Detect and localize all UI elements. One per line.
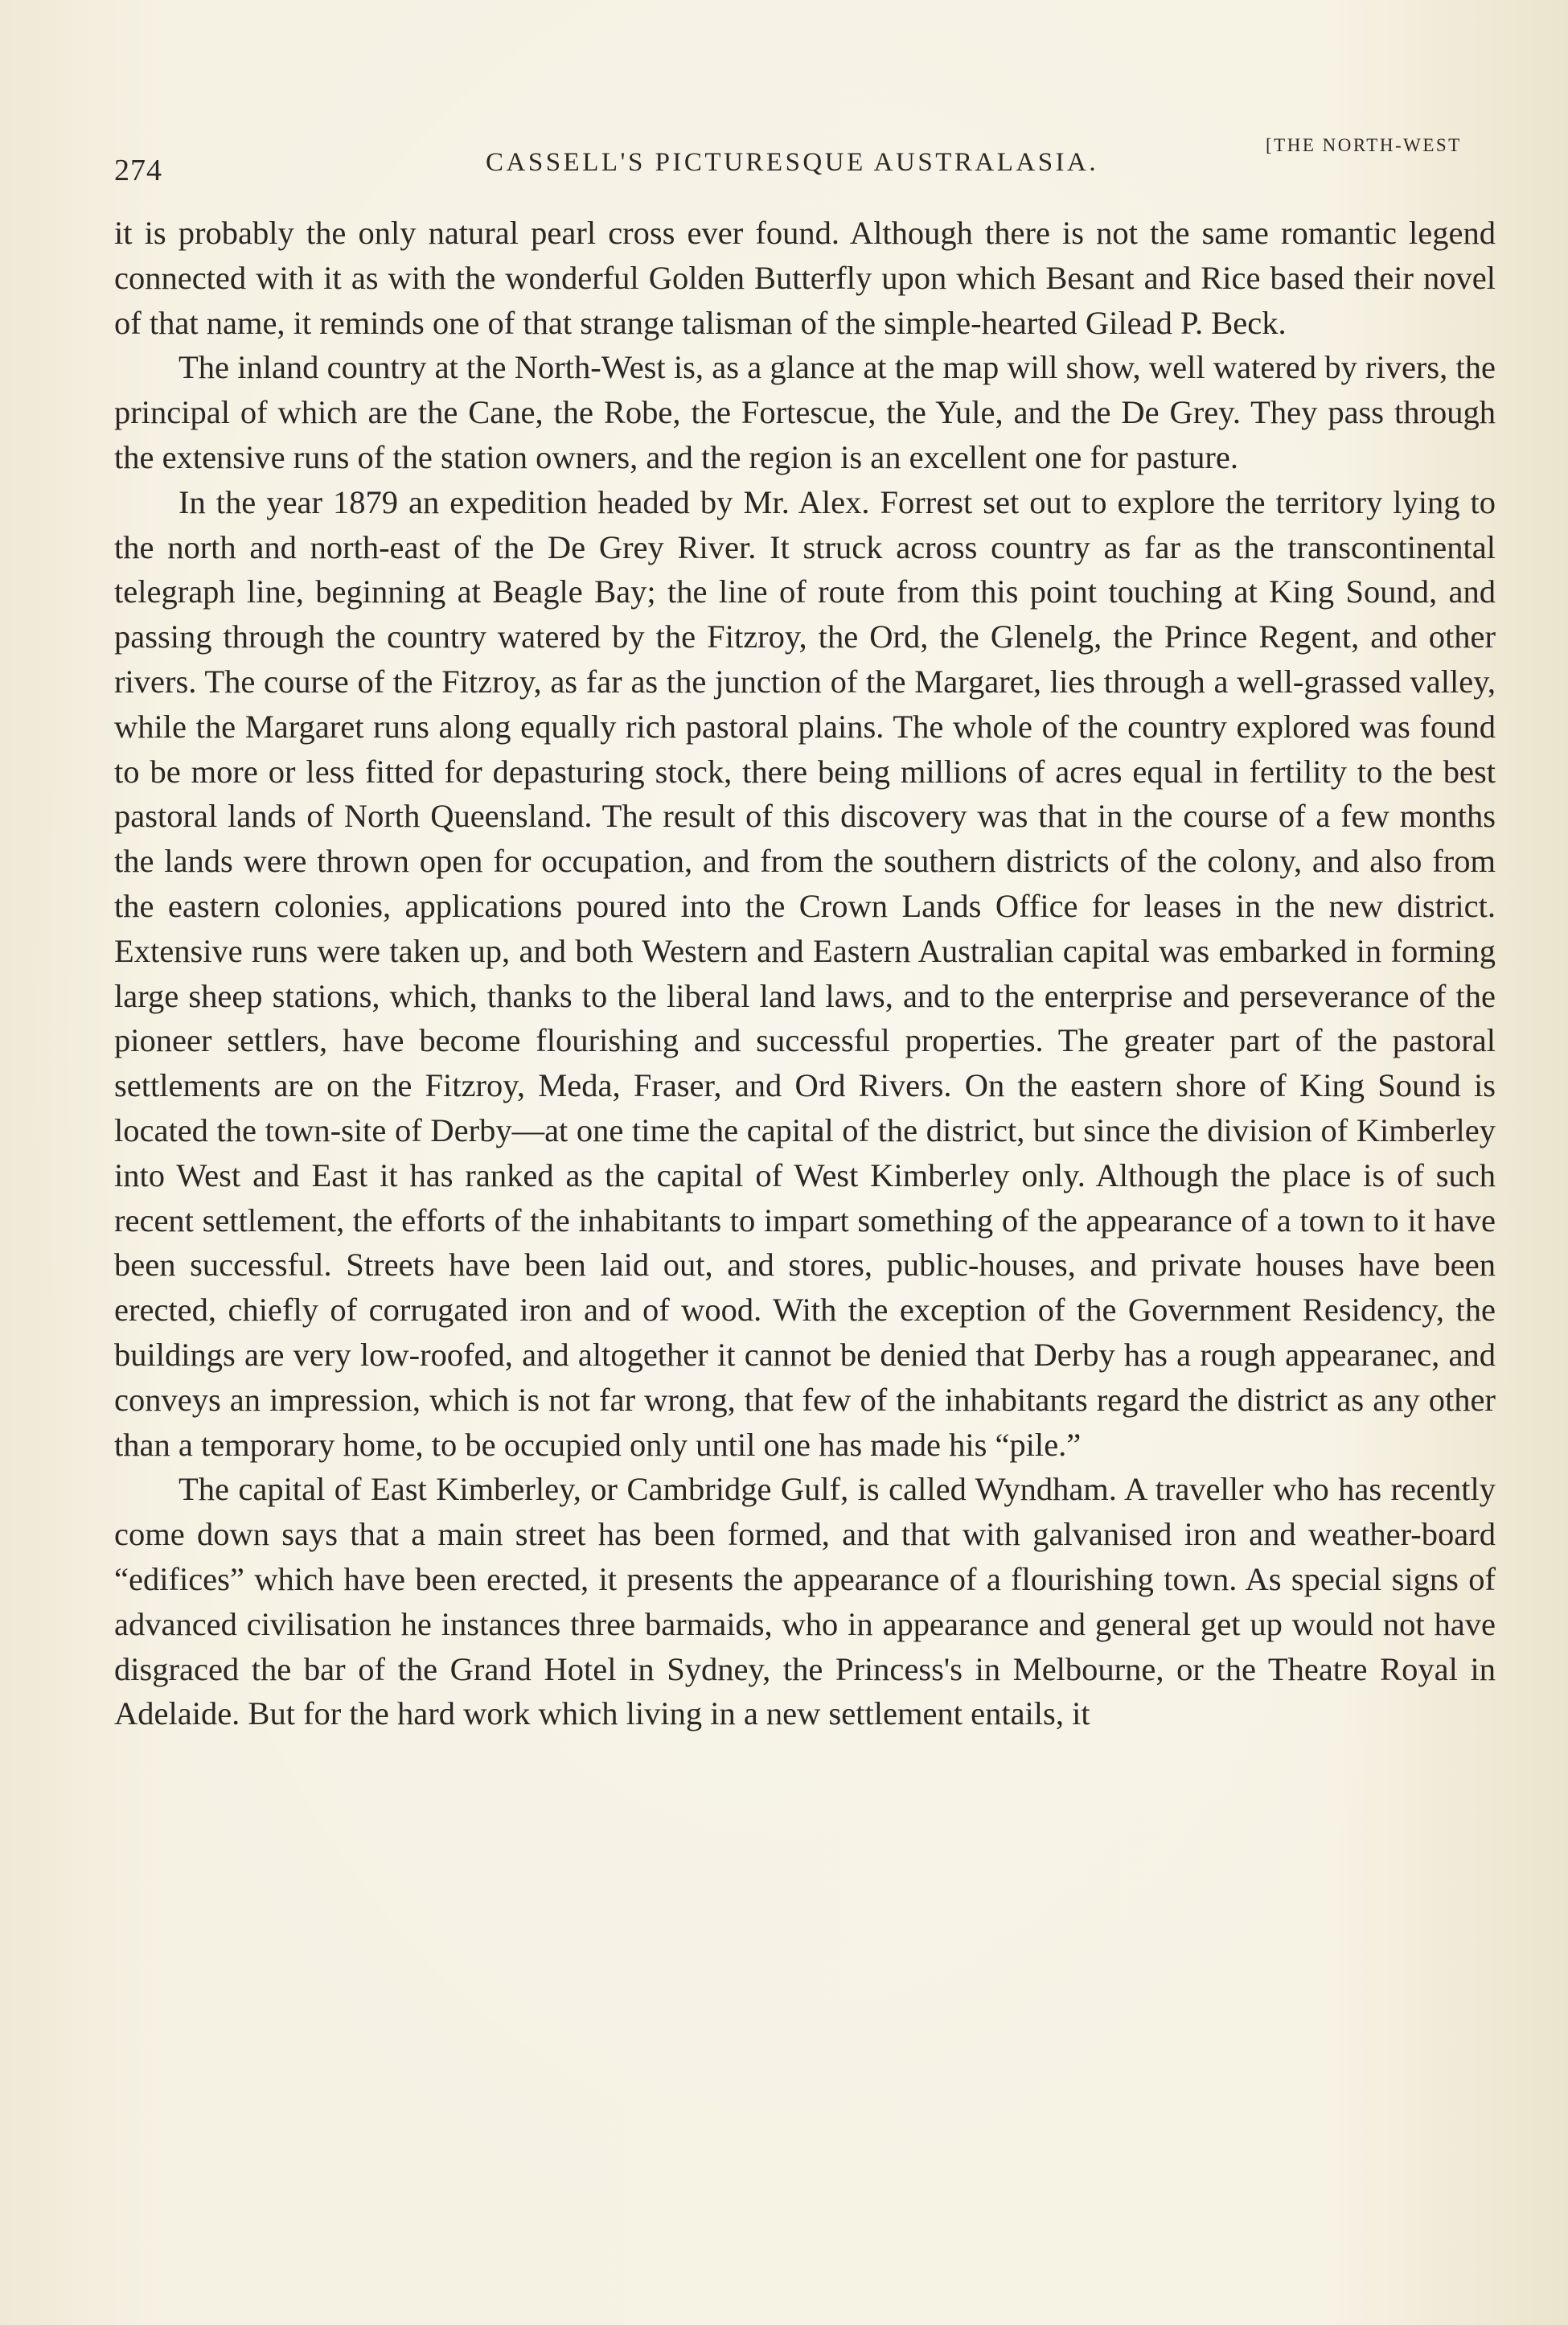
running-title: CASSELL'S PICTURESQUE AUSTRALASIA. [486, 148, 1099, 177]
page-number: 274 [114, 154, 162, 187]
running-head [114, 135, 1462, 187]
paragraph-expedition-1879: In the year 1879 an expedition headed by Mr. Alex. Forrest set out to explore the territory lying to the north and north-east of the De Grey River. It struck across country as far as the transcontinental telegraph line, beginning at Beagle Bay; the line of route from this point touching at King Sound, and passing through the country watered by the Fitzroy, the Ord, the Glenelg, the Prince Regent, and other rivers. The course of the Fitzroy, as far as the junction of the Margaret, lies through a well-grassed valley, while the Margaret runs along equally rich pastoral plains. The whole of the country explored was found to be more or less fitted for depasturing stock, there being millions of acres equal in fertility to the best pastoral lands of North Queensland. The result of this discovery was that in the course of a few months the lands were thrown open for occupation, and from the southern districts of the colony, and also from the eastern colonies, applications poured into the Crown Lands Office for leases in the new district. Extensive runs were taken up, and both Western and Eastern Australian capital was embarked in forming large sheep stations, which, thanks to the liberal land laws, and to the enterprise and perseverance of the pioneer settlers, have become flourishing and successful properties. The greater part of the pastoral settlements are on the Fitzroy, Meda, Fraser, and Ord Rivers. On the eastern shore of King Sound is located the town-site of Derby—at one time the capital of the district, but since the division of Kimberley into West and East it has ranked as the capital of West Kimberley only. Although the place is of such recent settlement, the efforts of the inhabitants to impart something of the appearance of a town to it have been successful. Streets have been laid out, and stores, public-houses, and private houses have been erected, chiefly of corrugated iron and of wood. With the exception of the Government Residency, the buildings are very low-roofed, and altogether it cannot be denied that Derby has a rough appearanec, and conveys an impression, which is not far wrong, that few of the inhabitants regard the district as any other than a temporary home, to be occupied only until one has made his “pile.” [114, 483, 1496, 1463]
paragraph-inland-country: The inland country at the North-West is, as a glance at the map will show, well watered by rivers, the principal of which are the Cane, the Robe, the Fortescue, the Yule, and the De Grey. They pass through the extensive runs of the station owners, and the region is an excellent one for pasture. [114, 349, 1496, 475]
paragraph-wyndham: The capital of East Kimberley, or Cambridge Gulf, is called Wyndham. A traveller who has recently come down says that a main street has been formed, and that with galvanised iron and weather-board “edifices” which have been erected, it presents the appearance of a flourishing town. As special signs of advanced civilisation he instances three barmaids, who in appearance and general get up would not have disgraced the bar of the Grand Hotel in Sydney, the Princess's in Melbourne, or the Theatre Royal in Adelaide. But for the hard work which living in a new settlement entails, it [114, 1471, 1496, 1732]
body-text [114, 211, 1496, 1736]
paragraph-continued: it is probably the only natural pearl cross ever found. Although there is not the same romantic legend connected with it as with the wonderful Golden Butterfly upon which Besant and Rice based their novel of that name, it reminds one of that strange talisman of the simple-hearted Gilead P. Beck. [114, 215, 1496, 341]
section-tag: [THE NORTH-WEST [1266, 135, 1462, 155]
